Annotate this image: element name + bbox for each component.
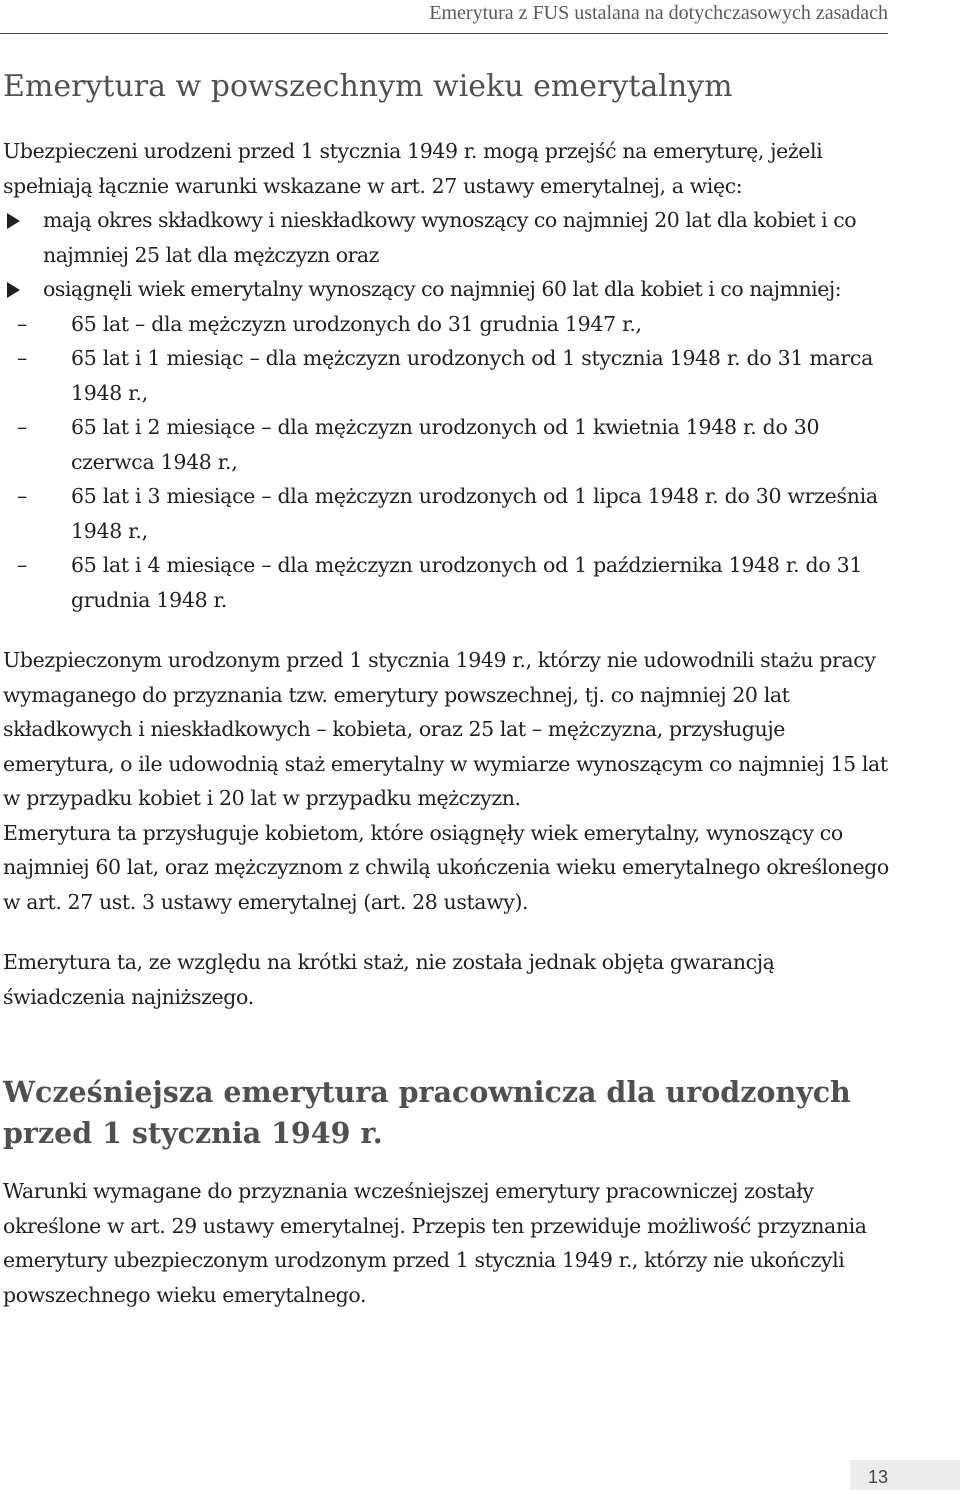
age-requirement-text: 65 lat i 1 miesiąc – dla mężczyzn urodzonych od 1 stycznia 1948 r. do 31 marca 1948 r., [71, 346, 873, 405]
section-title: Emerytura w powszechnym wieku emerytalnym [3, 69, 733, 104]
condition-item [3, 272, 889, 617]
condition-item [3, 203, 889, 272]
body-paragraph: Emerytura ta, ze względu na krótki staż, nie została jednak objęta gwarancją świadczenia najniższego. [3, 950, 775, 1009]
page-content [3, 64, 889, 1312]
spacer [3, 919, 889, 945]
dash-bullet: – [17, 346, 27, 370]
section-title: Wcześniejsza emerytura pracownicza dla urodzonych przed 1 stycznia 1949 r. [3, 1075, 851, 1150]
age-requirement-text: 65 lat i 4 miesiące – dla mężczyzn urodzonych od 1 października 1948 r. do 31 grudnia 1948 r. [71, 553, 863, 612]
body-paragraph: Ubezpieczonym urodzonym przed 1 stycznia 1949 r., którzy nie udowodnili stażu pracy wymaganego do przyznania tzw. emerytury powszechnej, tj. co najmniej 20 lat składkowych i nieskładkowych – kobieta, oraz 25 lat – mężczyzna, przysługuje emerytura, o ile udowodnią staż emerytalny w wymiarze wynoszącym co najmniej 15 lat w przypadku kobiet i 20 lat w przypadku mężczyzn. [3, 648, 888, 810]
body-paragraph: Warunki wymagane do przyznania wcześniejszej emerytury pracowniczej zostały określone w art. 29 ustawy emerytalnej. Przepis ten przewiduje możliwość przyznania emerytury ubezpieczonym urodzonym przed 1 stycznia 1949 r., którzy nie ukończyli powszechnego wieku emerytalnego. [3, 1179, 867, 1307]
age-requirement-text: 65 lat i 3 miesiące – dla mężczyzn urodzonych od 1 lipca 1948 r. do 30 września 1948 r., [71, 484, 878, 543]
age-requirement-item [3, 410, 889, 479]
condition-text: osiągnęli wiek emerytalny wynoszący co najmniej 60 lat dla kobiet i co najmniej: [43, 277, 842, 301]
body-paragraph: Emerytura ta przysługuje kobietom, które osiągnęły wiek emerytalny, wynoszący co najmniej 60 lat, oraz mężczyznom z chwilą ukończenia wieku emerytalnego określonego w art. 27 ust. 3 ustawy emerytalnej (art. 28 ustawy). [3, 820, 889, 914]
triangle-bullet-icon [7, 213, 20, 229]
running-header: Emerytura z FUS ustalana na dotychczasowych zasadach [429, 2, 888, 24]
page-number: 13 [846, 1460, 960, 1490]
age-requirement-item [3, 341, 889, 410]
dash-bullet: – [17, 553, 27, 577]
header-rule [0, 33, 888, 34]
age-requirement-item [3, 479, 889, 548]
intro-paragraph: Ubezpieczeni urodzeni przed 1 stycznia 1949 r. mogą przejść na emeryturę, jeżeli spełniają łącznie warunki wskazane w art. 27 ustawy emerytalnej, a więc: [3, 139, 823, 198]
dash-bullet: – [17, 311, 27, 336]
age-requirement-item [3, 548, 889, 617]
triangle-bullet-icon [7, 282, 20, 298]
spacer [3, 617, 889, 643]
condition-text: mają okres składkowy i nieskładkowy wynoszący co najmniej 20 lat dla kobiet i co najmniej 25 lat dla mężczyzn oraz [43, 208, 857, 267]
age-requirement-text: 65 lat – dla mężczyzn urodzonych do 31 grudnia 1947 r., [71, 311, 642, 336]
age-requirement-text: 65 lat i 2 miesiące – dla mężczyzn urodzonych od 1 kwietnia 1948 r. do 30 czerwca 1948 r., [71, 415, 820, 474]
age-requirement-item [3, 307, 889, 342]
conditions-list [3, 203, 889, 617]
dash-bullet: – [17, 484, 27, 508]
age-requirements-list [3, 307, 889, 618]
spacer [3, 1014, 889, 1034]
dash-bullet: – [17, 415, 27, 439]
